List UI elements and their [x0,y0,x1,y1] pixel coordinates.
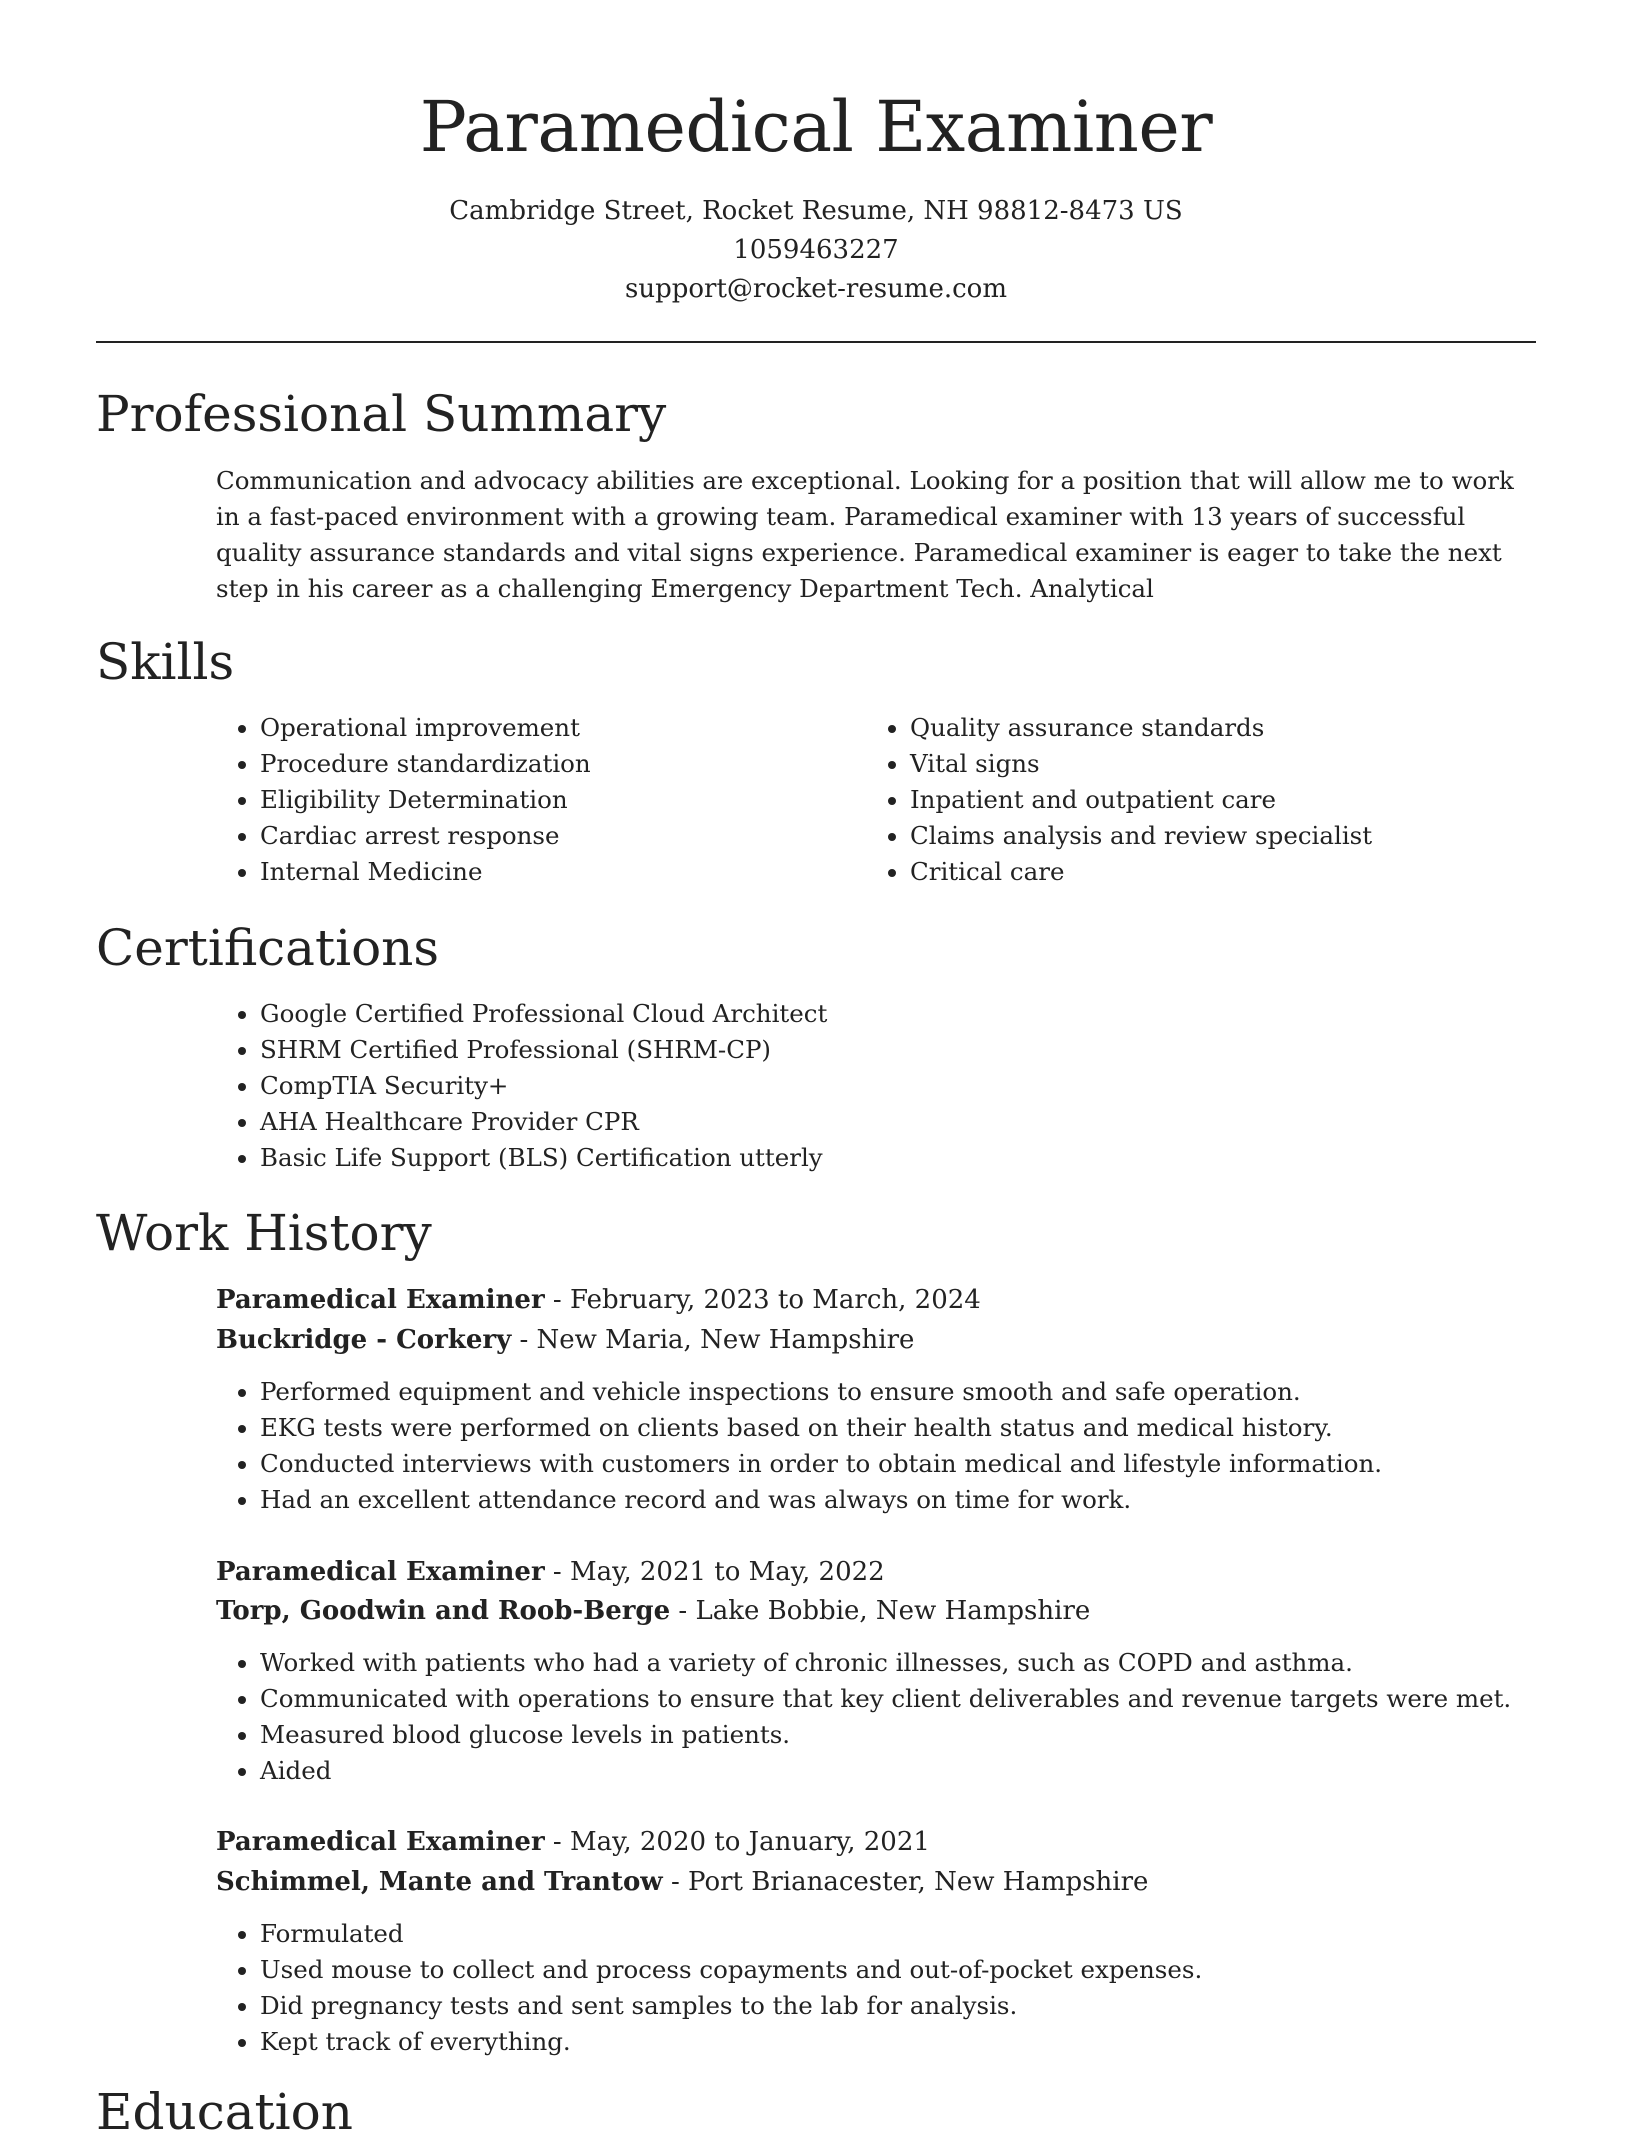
list-item: • Did pregnancy tests and sent samples to the lab for analysis. [260,1988,1560,2024]
list-item: • Cardiac arrest response [260,818,820,854]
contact-block [96,192,1536,309]
job-location: - Lake Bobbie, New Hampshire [670,1596,1091,1626]
job-bullets [216,1374,1560,1518]
list-item: • Communicated with operations to ensure that key client deliverables and revenue targets were met. [260,1681,1560,1717]
job-dates: - February, 2023 to March, 2024 [544,1285,981,1315]
email: support@rocket-resume.com [624,274,1007,304]
job-dates: - May, 2020 to January, 2021 [544,1827,930,1857]
list-item: • Critical care [910,854,1570,890]
job-location: - New Maria, New Hampshire [511,1325,915,1355]
list-item: • Had an excellent attendance record and was always on time for work. [260,1482,1560,1518]
header-divider [96,341,1536,343]
job-company: Torp, Goodwin and Roob-Berge [216,1596,671,1626]
list-item: • Inpatient and outpatient care [910,782,1570,818]
job-bullets [216,1645,1560,1789]
job-role: Paramedical Examiner [216,1827,545,1857]
certifications-list [216,996,1560,1176]
list-item: • Basic Life Support (BLS) Certification utterly [260,1140,1560,1176]
education-heading: Education [96,2083,353,2141]
summary-heading: Professional Summary [96,385,667,443]
phone: 1059463227 [733,235,899,265]
list-item: • Formulated [260,1916,1560,1952]
job-company: Buckridge - Corkery [216,1325,512,1355]
list-item: • Kept track of everything. [260,2024,1560,2060]
list-item: • SHRM Certified Professional (SHRM-CP) [260,1032,1560,1068]
list-item: • AHA Healthcare Provider CPR [260,1104,1560,1140]
skills-list-right [866,710,1570,890]
certifications-heading: Certifications [96,919,440,977]
list-item: • Eligibility Determination [260,782,820,818]
list-item: • Performed equipment and vehicle inspections to ensure smooth and safe operation. [260,1374,1560,1410]
list-item: • Aided [260,1753,1560,1789]
job-company-line [216,1320,914,1360]
list-item: • Measured blood glucose levels in patients. [260,1717,1560,1753]
list-item: • Procedure standardization [260,746,820,782]
skills-heading: Skills [96,633,235,691]
job-role: Paramedical Examiner [216,1285,545,1315]
list-item: • CompTIA Security+ [260,1068,1560,1104]
list-item: • Used mouse to collect and process copayments and out-of-pocket expenses. [260,1952,1560,1988]
address: Cambridge Street, Rocket Resume, NH 98812-8473 US [449,196,1183,226]
job-title-line [216,1552,885,1592]
job-title-line [216,1822,930,1862]
summary-text: Communication and advocacy abilities are exceptional. Looking for a position that will allow me to work in a fast-paced environment with a growing team. Paramedical examiner with 13 years of successful quality assurance standards and vital signs experience. Paramedical examiner is eager to take the next step in his career as a challenging Emergency Department Tech. Analytical [216,466,1514,603]
candidate-name: Paramedical Examiner [419,86,1213,168]
list-item: • EKG tests were performed on clients based on their health status and medical history. [260,1410,1560,1446]
job-company-line [216,1862,1148,1902]
job-company: Schimmel, Mante and Trantow [216,1867,663,1897]
list-item: • Claims analysis and review specialist [910,818,1570,854]
job-dates: - May, 2021 to May, 2022 [544,1557,885,1587]
job-location: - Port Brianacester, New Hampshire [662,1867,1149,1897]
job-company-line [216,1591,1090,1631]
list-item: • Vital signs [910,746,1570,782]
job-title-line [216,1280,981,1320]
list-item: • Internal Medicine [260,854,820,890]
list-item: • Worked with patients who had a variety of chronic illnesses, such as COPD and asthma. [260,1645,1560,1681]
skills-list-left [216,710,820,890]
job-bullets [216,1916,1560,2060]
list-item: • Operational improvement [260,710,820,746]
work-history-heading: Work History [96,1204,432,1262]
list-item: • Quality assurance standards [910,710,1570,746]
list-item: • Google Certified Professional Cloud Architect [260,996,1560,1032]
job-role: Paramedical Examiner [216,1557,545,1587]
list-item: • Conducted interviews with customers in order to obtain medical and lifestyle information. [260,1446,1560,1482]
